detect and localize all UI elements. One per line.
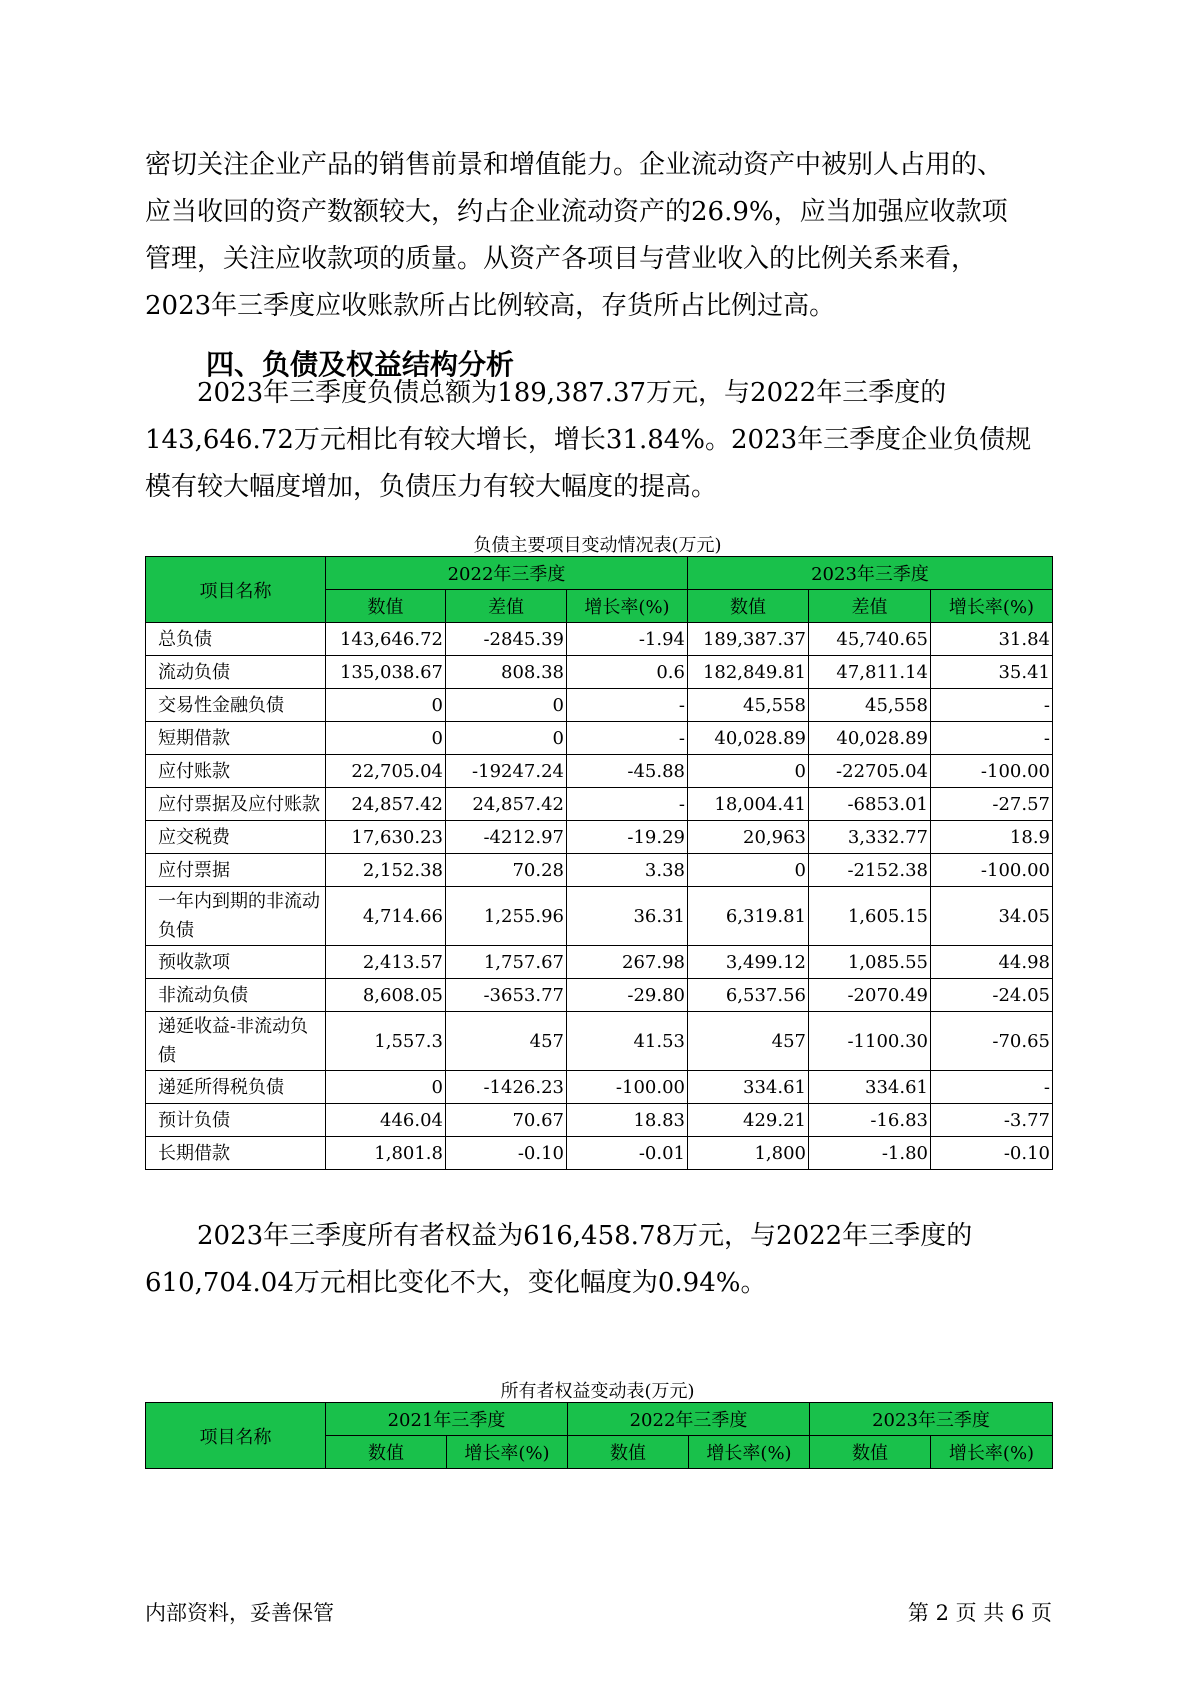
row-cell: 24,857.42 bbox=[446, 788, 567, 821]
row-cell: 24,857.42 bbox=[326, 788, 446, 821]
row-cell: 189,387.37 bbox=[688, 623, 809, 656]
row-item-name: 预收款项 bbox=[146, 946, 326, 979]
header-growth: 增长率(%) bbox=[447, 1436, 568, 1469]
row-cell: -24.05 bbox=[931, 979, 1053, 1012]
header-diff: 差值 bbox=[446, 590, 567, 623]
row-cell: 6,537.56 bbox=[688, 979, 809, 1012]
header-item-name: 项目名称 bbox=[146, 557, 326, 623]
row-cell: 182,849.81 bbox=[688, 656, 809, 689]
row-cell: -3.77 bbox=[931, 1104, 1053, 1137]
header-value: 数值 bbox=[688, 590, 809, 623]
equity-table bbox=[145, 1402, 1053, 1469]
row-cell: -2152.38 bbox=[809, 854, 931, 887]
row-cell: 0 bbox=[446, 689, 567, 722]
row-cell: 1,757.67 bbox=[446, 946, 567, 979]
header-period-2022: 2022年三季度 bbox=[568, 1403, 810, 1436]
intro-line: 2023年三季度应收账款所占比例较高，存货所占比例过高。 bbox=[145, 291, 836, 321]
row-cell: - bbox=[567, 722, 688, 755]
row-cell: - bbox=[931, 689, 1053, 722]
row-cell: 45,558 bbox=[809, 689, 931, 722]
row-cell: 0 bbox=[326, 1071, 446, 1104]
header-growth: 增长率(%) bbox=[931, 1436, 1053, 1469]
row-cell: 334.61 bbox=[809, 1071, 931, 1104]
row-cell: -3653.77 bbox=[446, 979, 567, 1012]
table-row bbox=[146, 1104, 1053, 1137]
row-cell: 457 bbox=[688, 1012, 809, 1071]
table-row bbox=[146, 788, 1053, 821]
row-item-name: 一年内到期的非流动负债 bbox=[146, 887, 326, 946]
table-row bbox=[146, 946, 1053, 979]
row-item-name: 应付账款 bbox=[146, 755, 326, 788]
table-row bbox=[146, 979, 1053, 1012]
row-cell: -4212.97 bbox=[446, 821, 567, 854]
row-cell: 45,558 bbox=[688, 689, 809, 722]
table-row bbox=[146, 887, 1053, 946]
row-cell: 0 bbox=[688, 854, 809, 887]
header-item-name: 项目名称 bbox=[146, 1403, 326, 1469]
row-cell: -27.57 bbox=[931, 788, 1053, 821]
row-cell: 1,085.55 bbox=[809, 946, 931, 979]
row-cell: 1,255.96 bbox=[446, 887, 567, 946]
liability-line: 2023年三季度负债总额为189,387.37万元，与2022年三季度的 bbox=[197, 378, 947, 408]
header-growth: 增长率(%) bbox=[931, 590, 1053, 623]
row-cell: -1426.23 bbox=[446, 1071, 567, 1104]
row-cell: 334.61 bbox=[688, 1071, 809, 1104]
row-cell: -2845.39 bbox=[446, 623, 567, 656]
row-cell: 70.67 bbox=[446, 1104, 567, 1137]
table-row bbox=[146, 623, 1053, 656]
row-cell: 1,557.3 bbox=[326, 1012, 446, 1071]
header-growth: 增长率(%) bbox=[689, 1436, 810, 1469]
row-cell: 1,800 bbox=[688, 1137, 809, 1170]
row-item-name: 递延收益-非流动负债 bbox=[146, 1012, 326, 1071]
row-cell: 429.21 bbox=[688, 1104, 809, 1137]
table-row bbox=[146, 689, 1053, 722]
row-cell: 36.31 bbox=[567, 887, 688, 946]
row-cell: -1.80 bbox=[809, 1137, 931, 1170]
row-cell: 2,152.38 bbox=[326, 854, 446, 887]
row-cell: 0.6 bbox=[567, 656, 688, 689]
row-cell: - bbox=[931, 722, 1053, 755]
row-cell: - bbox=[931, 1071, 1053, 1104]
row-cell: 41.53 bbox=[567, 1012, 688, 1071]
row-cell: -22705.04 bbox=[809, 755, 931, 788]
row-cell: -6853.01 bbox=[809, 788, 931, 821]
header-period-2023: 2023年三季度 bbox=[688, 557, 1053, 590]
row-item-name: 短期借款 bbox=[146, 722, 326, 755]
equity-paragraph bbox=[145, 1213, 1050, 1307]
liability-paragraph bbox=[145, 370, 1050, 511]
header-growth: 增长率(%) bbox=[567, 590, 688, 623]
row-cell: -0.10 bbox=[446, 1137, 567, 1170]
header-value: 数值 bbox=[568, 1436, 689, 1469]
header-value: 数值 bbox=[326, 1436, 447, 1469]
row-item-name: 应付票据 bbox=[146, 854, 326, 887]
row-cell: 3,499.12 bbox=[688, 946, 809, 979]
equity-line: 2023年三季度所有者权益为616,458.78万元，与2022年三季度的 bbox=[197, 1221, 973, 1251]
row-cell: 45,740.65 bbox=[809, 623, 931, 656]
row-item-name: 预计负债 bbox=[146, 1104, 326, 1137]
row-cell: 0 bbox=[326, 722, 446, 755]
table-row bbox=[146, 755, 1053, 788]
row-cell: 0 bbox=[446, 722, 567, 755]
liability-line: 143,646.72万元相比有较大增长，增长31.84%。2023年三季度企业负债规 bbox=[145, 425, 1032, 455]
row-cell: 267.98 bbox=[567, 946, 688, 979]
row-item-name: 总负债 bbox=[146, 623, 326, 656]
row-cell: 1,801.8 bbox=[326, 1137, 446, 1170]
row-cell: 18,004.41 bbox=[688, 788, 809, 821]
header-diff: 差值 bbox=[809, 590, 931, 623]
row-cell: 18.9 bbox=[931, 821, 1053, 854]
row-cell: -0.10 bbox=[931, 1137, 1053, 1170]
intro-paragraph bbox=[145, 142, 1050, 330]
row-item-name: 非流动负债 bbox=[146, 979, 326, 1012]
table-row bbox=[146, 1137, 1053, 1170]
row-item-name: 交易性金融负债 bbox=[146, 689, 326, 722]
row-cell: -70.65 bbox=[931, 1012, 1053, 1071]
row-cell: 1,605.15 bbox=[809, 887, 931, 946]
liability-table bbox=[145, 556, 1053, 1170]
row-item-name: 应付票据及应付账款 bbox=[146, 788, 326, 821]
row-cell: -100.00 bbox=[567, 1071, 688, 1104]
header-period-2022: 2022年三季度 bbox=[326, 557, 688, 590]
row-cell: -19.29 bbox=[567, 821, 688, 854]
row-cell: 8,608.05 bbox=[326, 979, 446, 1012]
footer-page-number: 第 2 页 共 6 页 bbox=[907, 1601, 1052, 1625]
header-value: 数值 bbox=[810, 1436, 931, 1469]
row-item-name: 长期借款 bbox=[146, 1137, 326, 1170]
row-cell: 40,028.89 bbox=[688, 722, 809, 755]
row-cell: 0 bbox=[688, 755, 809, 788]
row-cell: 457 bbox=[446, 1012, 567, 1071]
table-row bbox=[146, 821, 1053, 854]
row-cell: -1.94 bbox=[567, 623, 688, 656]
row-cell: 808.38 bbox=[446, 656, 567, 689]
row-cell: -2070.49 bbox=[809, 979, 931, 1012]
table-row bbox=[146, 854, 1053, 887]
equity-line: 610,704.04万元相比变化不大，变化幅度为0.94%。 bbox=[145, 1268, 767, 1298]
row-cell: 143,646.72 bbox=[326, 623, 446, 656]
row-cell: 20,963 bbox=[688, 821, 809, 854]
header-period-2023: 2023年三季度 bbox=[810, 1403, 1053, 1436]
header-value: 数值 bbox=[326, 590, 446, 623]
row-cell: 3.38 bbox=[567, 854, 688, 887]
row-cell: 446.04 bbox=[326, 1104, 446, 1137]
table-row bbox=[146, 1012, 1053, 1071]
table-row bbox=[146, 656, 1053, 689]
row-cell: -0.01 bbox=[567, 1137, 688, 1170]
intro-line: 管理，关注应收款项的质量。从资产各项目与营业收入的比例关系来看， bbox=[145, 244, 978, 274]
table-row bbox=[146, 722, 1053, 755]
liability-line: 模有较大幅度增加，负债压力有较大幅度的提高。 bbox=[145, 472, 718, 502]
row-cell: -16.83 bbox=[809, 1104, 931, 1137]
section-heading: 四、负债及权益结构分析 bbox=[206, 348, 515, 381]
row-cell: -45.88 bbox=[567, 755, 688, 788]
row-cell: 6,319.81 bbox=[688, 887, 809, 946]
row-cell: 44.98 bbox=[931, 946, 1053, 979]
table-row bbox=[146, 1071, 1053, 1104]
row-cell: 0 bbox=[326, 689, 446, 722]
row-cell: -29.80 bbox=[567, 979, 688, 1012]
row-cell: 17,630.23 bbox=[326, 821, 446, 854]
row-item-name: 递延所得税负债 bbox=[146, 1071, 326, 1104]
equity-table-caption: 所有者权益变动表(万元) bbox=[500, 1381, 695, 1402]
row-cell: 18.83 bbox=[567, 1104, 688, 1137]
row-item-name: 应交税费 bbox=[146, 821, 326, 854]
footer-confidential: 内部资料，妥善保管 bbox=[145, 1601, 334, 1625]
header-period-2021: 2021年三季度 bbox=[326, 1403, 568, 1436]
row-item-name: 流动负债 bbox=[146, 656, 326, 689]
intro-line: 密切关注企业产品的销售前景和增值能力。企业流动资产中被别人占用的、 bbox=[145, 150, 1004, 180]
row-cell: 40,028.89 bbox=[809, 722, 931, 755]
row-cell: 34.05 bbox=[931, 887, 1053, 946]
row-cell: 70.28 bbox=[446, 854, 567, 887]
liability-table-caption: 负债主要项目变动情况表(万元) bbox=[473, 535, 722, 556]
row-cell: 3,332.77 bbox=[809, 821, 931, 854]
row-cell: - bbox=[567, 788, 688, 821]
row-cell: 135,038.67 bbox=[326, 656, 446, 689]
row-cell: - bbox=[567, 689, 688, 722]
row-cell: 35.41 bbox=[931, 656, 1053, 689]
intro-line: 应当收回的资产数额较大，约占企业流动资产的26.9%，应当加强应收款项 bbox=[145, 197, 1008, 227]
row-cell: 22,705.04 bbox=[326, 755, 446, 788]
row-cell: -100.00 bbox=[931, 755, 1053, 788]
row-cell: -100.00 bbox=[931, 854, 1053, 887]
row-cell: 4,714.66 bbox=[326, 887, 446, 946]
row-cell: 2,413.57 bbox=[326, 946, 446, 979]
row-cell: -1100.30 bbox=[809, 1012, 931, 1071]
row-cell: 47,811.14 bbox=[809, 656, 931, 689]
row-cell: -19247.24 bbox=[446, 755, 567, 788]
row-cell: 31.84 bbox=[931, 623, 1053, 656]
